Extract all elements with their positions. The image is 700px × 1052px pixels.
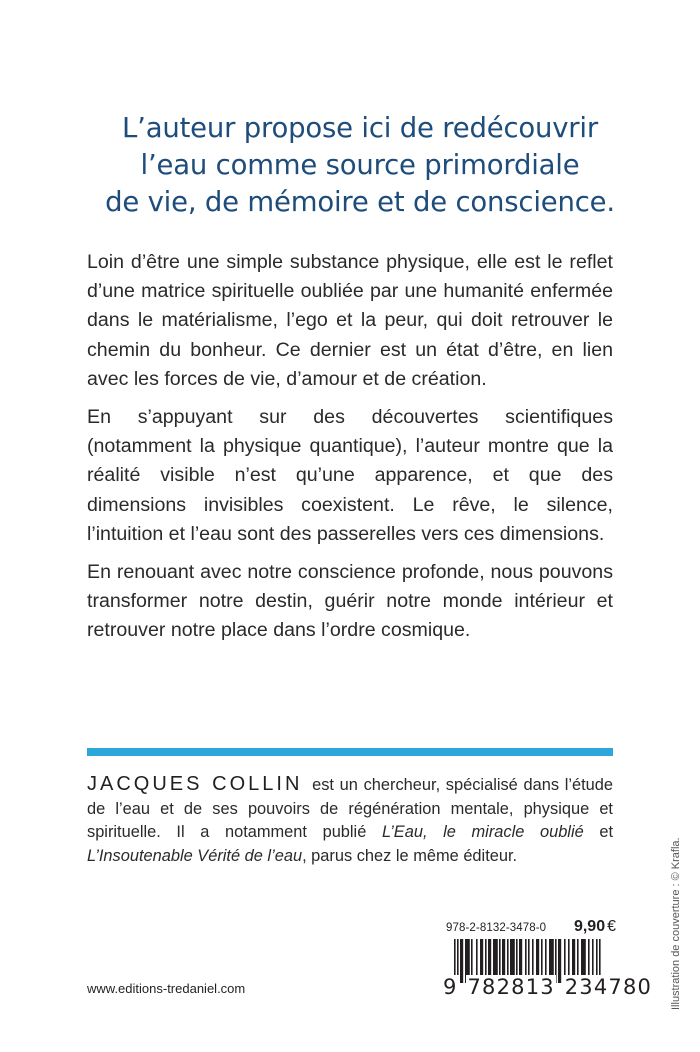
price-currency: € [607,918,616,935]
barcode-first-digit: 9 [443,975,458,999]
synopsis-paragraph-2: En s’appuyant sur des découvertes scientifiques (notamment la physique quantique), l’auteur montre que la réalité visible n’est qu’une apparence, et que des dimensions invisibles coexistent. Le rêve, le silence, l’intuition et l’eau sont des passerelles vers ces dimensions. [87,406,613,545]
section-divider [87,748,613,756]
bio-text-2: et [583,823,614,842]
tagline-line-3: de vie, de mémoire et de conscience. [105,186,615,218]
tagline [60,110,660,221]
barcode-digits [442,975,653,999]
isbn-number: 978-2-8132-3478-0 [446,922,547,934]
bio-book-title-1: L’Eau, le miracle oublié [381,823,584,842]
author-bio [87,773,613,868]
price [574,918,616,936]
tagline-line-1: L’auteur propose ici de redécouvrir [122,112,598,144]
bio-book-title-2: L’Insoutenable Vérité de l’eau [87,846,303,865]
barcode-group-1: 782813 [467,975,555,999]
price-value: 9,90 [573,918,606,935]
bio-text-1: est un chercheur, spécialisé dans l’étude de l’eau et de ses pouvoirs de régénération mentale, physique et spirituelle. Il a notamment publié [87,776,614,842]
tagline-line-2: l’eau comme source primordiale [140,149,580,181]
publisher-website: www.editions-tredaniel.com [87,981,246,996]
synopsis-paragraph-1: Loin d’être une simple substance physique, elle est le reflet d’une matrice spirituelle oubliée par une humanité enfermée dans le matérialisme, l’ego et la peur, qui doit retrouver le chemin du bonheur. Ce dernier est un état d’être, en lien avec les forces de vie, d’amour et de création. [87,251,613,390]
barcode-group-2: 234780 [564,975,653,999]
barcode [443,939,653,999]
cover-illustration-credit: Illustration de couverture : © Krafla. [670,837,682,1010]
synopsis-paragraph-3: En renouant avec notre conscience profonde, nous pouvons transformer notre destin, guérir notre monde intérieur et retrouver notre place dans l’ordre cosmique. [87,561,613,642]
bio-text-3: , parus chez le même éditeur. [302,846,518,865]
isbn-block [443,918,653,999]
synopsis [87,248,613,655]
author-name: JACQUES COLLIN [87,773,303,795]
